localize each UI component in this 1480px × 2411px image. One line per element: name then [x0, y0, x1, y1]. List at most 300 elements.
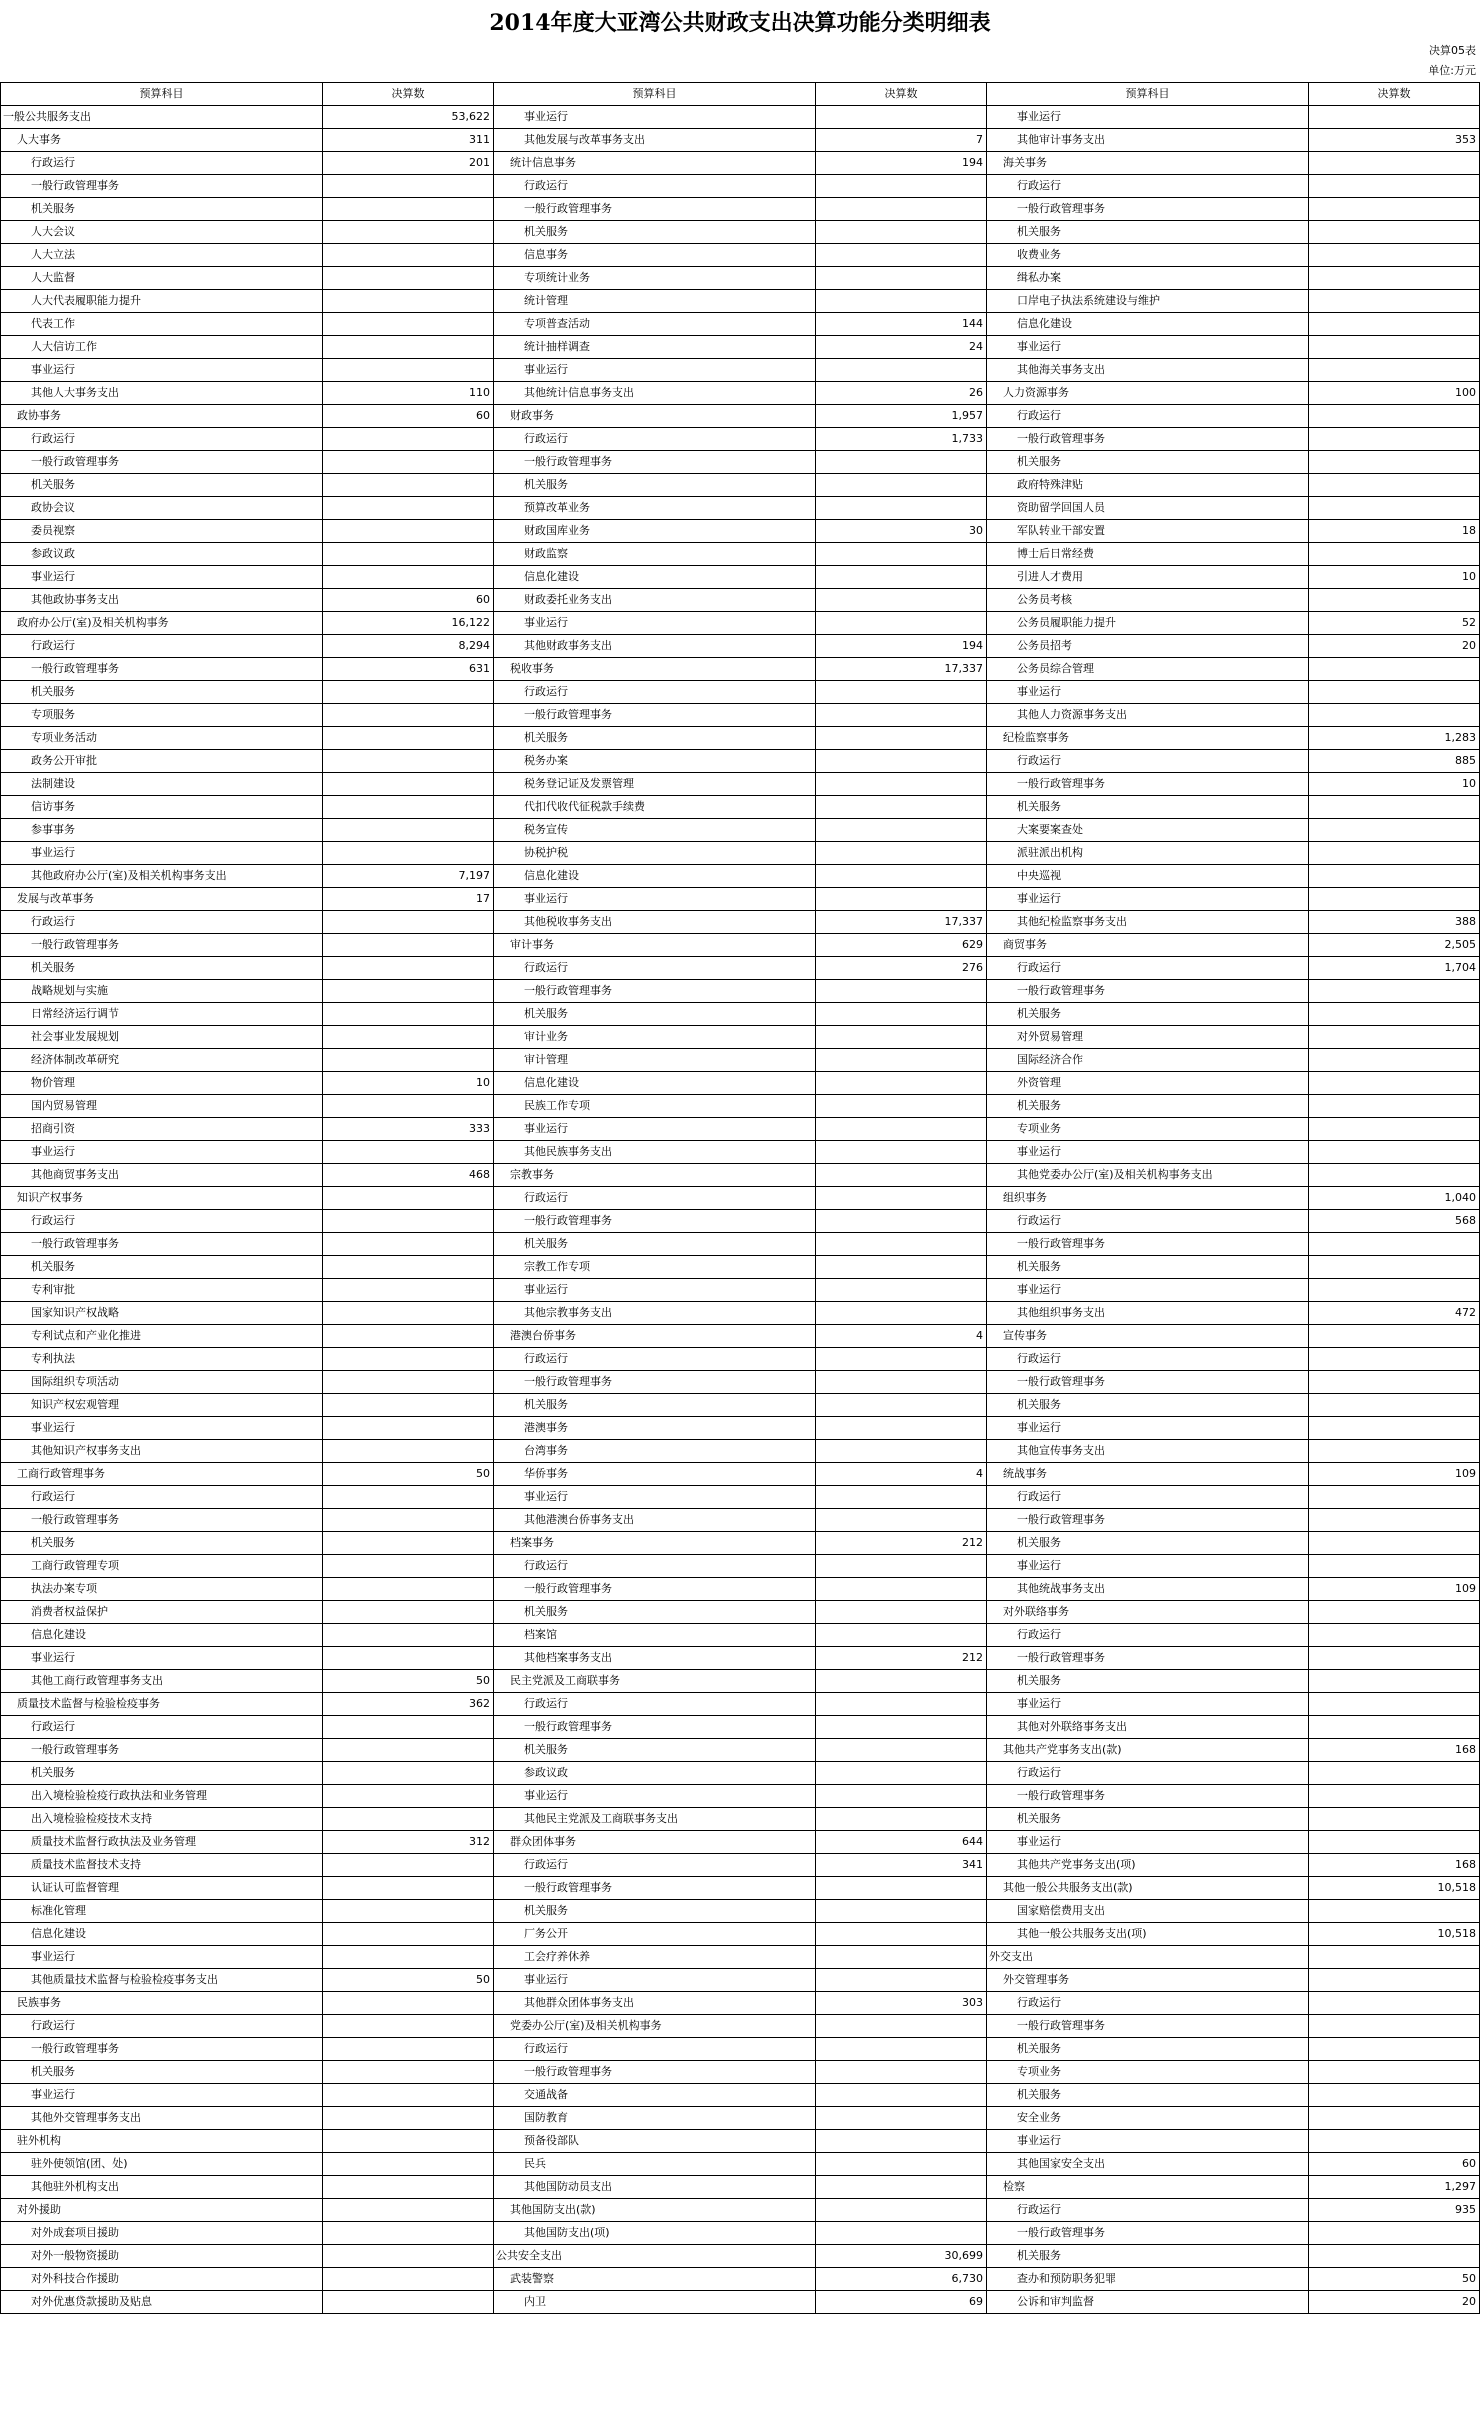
amount-cell: 194 [816, 152, 987, 175]
subject-cell: 厂务公开 [494, 1923, 816, 1946]
subject-cell: 其他民主党派及工商联事务支出 [494, 1808, 816, 1831]
amount-cell [816, 589, 987, 612]
amount-cell [1309, 152, 1480, 175]
subject-cell: 人大代表履职能力提升 [1, 290, 323, 313]
amount-cell [323, 244, 494, 267]
header-amount: 决算数 [1309, 83, 1480, 106]
subject-cell: 代表工作 [1, 313, 323, 336]
subject-cell: 行政运行 [1, 428, 323, 451]
amount-cell [323, 520, 494, 543]
subject-cell: 税务登记证及发票管理 [494, 773, 816, 796]
subject-cell: 国内贸易管理 [1, 1095, 323, 1118]
subject-cell: 人大立法 [1, 244, 323, 267]
amount-cell [816, 1785, 987, 1808]
subject-cell: 宗教工作专项 [494, 1256, 816, 1279]
subject-cell: 事业运行 [1, 1417, 323, 1440]
subject-cell: 其他港澳台侨事务支出 [494, 1509, 816, 1532]
amount-cell [323, 1509, 494, 1532]
amount-cell [323, 1716, 494, 1739]
amount-cell [816, 1739, 987, 1762]
subject-cell: 查办和预防职务犯罪 [987, 2268, 1309, 2291]
subject-cell: 机关服务 [1, 957, 323, 980]
amount-cell [816, 773, 987, 796]
amount-cell [323, 428, 494, 451]
subject-cell: 机关服务 [987, 1808, 1309, 1831]
amount-cell [1309, 497, 1480, 520]
subject-cell: 公诉和审判监督 [987, 2291, 1309, 2314]
amount-cell: 50 [323, 1670, 494, 1693]
amount-cell: 353 [1309, 129, 1480, 152]
amount-cell: 60 [323, 405, 494, 428]
subject-cell: 引进人才费用 [987, 566, 1309, 589]
subject-cell: 经济体制改革研究 [1, 1049, 323, 1072]
subject-cell: 信息化建设 [494, 566, 816, 589]
unit-label: 单位:万元 [1428, 64, 1476, 77]
subject-cell: 一般行政管理事务 [494, 980, 816, 1003]
amount-cell [816, 267, 987, 290]
amount-cell [1309, 658, 1480, 681]
amount-cell: 144 [816, 313, 987, 336]
amount-cell [816, 842, 987, 865]
amount-cell [323, 1417, 494, 1440]
amount-cell: 17,337 [816, 911, 987, 934]
table-row [1, 1831, 1480, 1854]
amount-cell [816, 175, 987, 198]
subject-cell: 机关服务 [494, 1003, 816, 1026]
subject-cell: 行政运行 [494, 681, 816, 704]
amount-cell [1309, 1141, 1480, 1164]
subject-cell: 机关服务 [494, 1233, 816, 1256]
amount-cell [323, 175, 494, 198]
subject-cell: 质量技术监督行政执法及业务管理 [1, 1831, 323, 1854]
table-row [1, 1233, 1480, 1256]
subject-cell: 一般行政管理事务 [494, 2061, 816, 2084]
amount-cell: 17 [323, 888, 494, 911]
subject-cell: 机关服务 [987, 2084, 1309, 2107]
subject-cell: 行政运行 [494, 1693, 816, 1716]
subject-cell: 专利执法 [1, 1348, 323, 1371]
amount-cell [816, 2199, 987, 2222]
amount-cell [1309, 1095, 1480, 1118]
amount-cell [323, 1141, 494, 1164]
page-title: 2014年度大亚湾公共财政支出决算功能分类明细表 [489, 10, 991, 36]
table-row [1, 1555, 1480, 1578]
subject-cell: 财政监察 [494, 543, 816, 566]
subject-cell: 其他对外联络事务支出 [987, 1716, 1309, 1739]
amount-cell [816, 1302, 987, 1325]
table-row [1, 2038, 1480, 2061]
subject-cell: 信息化建设 [1, 1923, 323, 1946]
subject-cell: 社会事业发展规划 [1, 1026, 323, 1049]
amount-cell: 1,040 [1309, 1187, 1480, 1210]
amount-cell [816, 1946, 987, 1969]
table-row [1, 934, 1480, 957]
subject-cell: 消费者权益保护 [1, 1601, 323, 1624]
subject-cell: 对外贸易管理 [987, 1026, 1309, 1049]
table-row [1, 428, 1480, 451]
subject-cell: 党委办公厅(室)及相关机构事务 [494, 2015, 816, 2038]
subject-cell: 审计事务 [494, 934, 816, 957]
subject-cell: 事业运行 [987, 681, 1309, 704]
subject-cell: 行政运行 [494, 1348, 816, 1371]
subject-cell: 其他发展与改革事务支出 [494, 129, 816, 152]
subject-cell: 其他共产党事务支出(款) [987, 1739, 1309, 1762]
subject-cell: 事业运行 [987, 1693, 1309, 1716]
subject-cell: 事业运行 [494, 1785, 816, 1808]
subject-cell: 人力资源事务 [987, 382, 1309, 405]
table-row [1, 2291, 1480, 2314]
subject-cell: 其他国防支出(款) [494, 2199, 816, 2222]
amount-cell [323, 1302, 494, 1325]
subject-cell: 事业运行 [494, 106, 816, 129]
amount-cell [323, 2107, 494, 2130]
subject-cell: 信息事务 [494, 244, 816, 267]
table-row [1, 359, 1480, 382]
subject-cell: 事业运行 [1, 359, 323, 382]
amount-cell [1309, 359, 1480, 382]
subject-cell: 法制建设 [1, 773, 323, 796]
amount-cell [816, 1440, 987, 1463]
amount-cell [323, 2268, 494, 2291]
amount-cell [323, 1532, 494, 1555]
amount-cell [816, 1233, 987, 1256]
amount-cell [816, 1210, 987, 1233]
amount-cell: 10 [323, 1072, 494, 1095]
subject-cell: 其他国防动员支出 [494, 2176, 816, 2199]
subject-cell: 其他财政事务支出 [494, 635, 816, 658]
amount-cell [323, 1279, 494, 1302]
subject-cell: 驻外使领馆(团、处) [1, 2153, 323, 2176]
table-row [1, 1808, 1480, 1831]
amount-cell: 468 [323, 1164, 494, 1187]
amount-cell [1309, 290, 1480, 313]
table-row [1, 313, 1480, 336]
table-row [1, 1279, 1480, 1302]
subject-cell: 专项服务 [1, 704, 323, 727]
subject-cell: 机关服务 [494, 1739, 816, 1762]
subject-cell: 专项业务活动 [1, 727, 323, 750]
table-row [1, 1463, 1480, 1486]
table-row [1, 1325, 1480, 1348]
amount-cell: 1,283 [1309, 727, 1480, 750]
subject-cell: 行政运行 [987, 1348, 1309, 1371]
amount-cell [816, 1279, 987, 1302]
amount-cell: 10,518 [1309, 1877, 1480, 1900]
amount-cell: 18 [1309, 520, 1480, 543]
header-amount: 决算数 [816, 83, 987, 106]
subject-cell: 对外一般物资援助 [1, 2245, 323, 2268]
subject-cell: 物价管理 [1, 1072, 323, 1095]
subject-cell: 参政议政 [494, 1762, 816, 1785]
subject-cell: 一般行政管理事务 [494, 704, 816, 727]
subject-cell: 宗教事务 [494, 1164, 816, 1187]
amount-cell [816, 1003, 987, 1026]
amount-cell [323, 1325, 494, 1348]
amount-cell [323, 2222, 494, 2245]
subject-cell: 一般行政管理事务 [1, 451, 323, 474]
subject-cell: 统计信息事务 [494, 152, 816, 175]
table-row [1, 336, 1480, 359]
amount-cell: 8,294 [323, 635, 494, 658]
amount-cell [1309, 244, 1480, 267]
amount-cell [1309, 1486, 1480, 1509]
amount-cell [1309, 589, 1480, 612]
subject-cell: 行政运行 [1, 2015, 323, 2038]
amount-cell [816, 566, 987, 589]
subject-cell: 工商行政管理专项 [1, 1555, 323, 1578]
amount-cell [816, 2084, 987, 2107]
subject-cell: 其他知识产权事务支出 [1, 1440, 323, 1463]
subject-cell: 税务办案 [494, 750, 816, 773]
amount-cell [816, 1348, 987, 1371]
subject-cell: 行政运行 [987, 1624, 1309, 1647]
amount-cell [323, 1624, 494, 1647]
amount-cell [1309, 1072, 1480, 1095]
amount-cell [1309, 1992, 1480, 2015]
amount-cell [1309, 796, 1480, 819]
amount-cell [816, 681, 987, 704]
subject-cell: 国际经济合作 [987, 1049, 1309, 1072]
amount-cell [323, 796, 494, 819]
table-row [1, 566, 1480, 589]
subject-cell: 驻外机构 [1, 2130, 323, 2153]
subject-cell: 外交支出 [987, 1946, 1309, 1969]
amount-cell [1309, 1279, 1480, 1302]
subject-cell: 财政事务 [494, 405, 816, 428]
amount-cell [1309, 1969, 1480, 1992]
amount-cell [323, 221, 494, 244]
amount-cell [816, 1486, 987, 1509]
amount-cell [1309, 1900, 1480, 1923]
subject-cell: 人大事务 [1, 129, 323, 152]
subject-cell: 行政运行 [987, 750, 1309, 773]
subject-cell: 国际组织专项活动 [1, 1371, 323, 1394]
subject-cell: 事业运行 [987, 1141, 1309, 1164]
subject-cell: 质量技术监督技术支持 [1, 1854, 323, 1877]
subject-cell: 一般行政管理事务 [1, 1509, 323, 1532]
subject-cell: 海关事务 [987, 152, 1309, 175]
amount-cell [816, 727, 987, 750]
table-row [1, 1946, 1480, 1969]
amount-cell [323, 313, 494, 336]
subject-cell: 机关服务 [494, 1601, 816, 1624]
amount-cell: 109 [1309, 1578, 1480, 1601]
amount-cell [816, 980, 987, 1003]
amount-cell [816, 1187, 987, 1210]
amount-cell [816, 244, 987, 267]
subject-cell: 机关服务 [1, 681, 323, 704]
subject-cell: 人大信访工作 [1, 336, 323, 359]
subject-cell: 知识产权事务 [1, 1187, 323, 1210]
subject-cell: 其他人力资源事务支出 [987, 704, 1309, 727]
amount-cell [816, 1371, 987, 1394]
table-row [1, 1647, 1480, 1670]
subject-cell: 其他国防支出(项) [494, 2222, 816, 2245]
table-row [1, 750, 1480, 773]
subject-cell: 民族工作专项 [494, 1095, 816, 1118]
header-subject: 预算科目 [987, 83, 1309, 106]
subject-cell: 其他政协事务支出 [1, 589, 323, 612]
header-subject: 预算科目 [1, 83, 323, 106]
subject-cell: 机关服务 [987, 796, 1309, 819]
amount-cell [1309, 543, 1480, 566]
table-row [1, 152, 1480, 175]
amount-cell [1309, 1371, 1480, 1394]
subject-cell: 统战事务 [987, 1463, 1309, 1486]
subject-cell: 事业运行 [494, 1486, 816, 1509]
subject-cell: 行政运行 [494, 428, 816, 451]
amount-cell [1309, 267, 1480, 290]
amount-cell: 52 [1309, 612, 1480, 635]
subject-cell: 其他一般公共服务支出(项) [987, 1923, 1309, 1946]
subject-cell: 事业运行 [987, 2130, 1309, 2153]
amount-cell [816, 1923, 987, 1946]
subject-cell: 其他质量技术监督与检验检疫事务支出 [1, 1969, 323, 1992]
amount-cell [816, 1716, 987, 1739]
amount-cell [816, 1969, 987, 1992]
amount-cell: 388 [1309, 911, 1480, 934]
subject-cell: 其他税收事务支出 [494, 911, 816, 934]
subject-cell: 机关服务 [1, 1256, 323, 1279]
subject-cell: 政务公开审批 [1, 750, 323, 773]
amount-cell [323, 727, 494, 750]
subject-cell: 对外成套项目援助 [1, 2222, 323, 2245]
subject-cell: 大案要案查处 [987, 819, 1309, 842]
subject-cell: 档案事务 [494, 1532, 816, 1555]
amount-cell [1309, 1555, 1480, 1578]
table-row [1, 1854, 1480, 1877]
subject-cell: 纪检监察事务 [987, 727, 1309, 750]
amount-cell [1309, 1049, 1480, 1072]
amount-cell [323, 2015, 494, 2038]
amount-cell: 472 [1309, 1302, 1480, 1325]
amount-cell: 1,957 [816, 405, 987, 428]
subject-cell: 缉私办案 [987, 267, 1309, 290]
subject-cell: 公务员考核 [987, 589, 1309, 612]
amount-cell [816, 221, 987, 244]
subject-cell: 其他一般公共服务支出(款) [987, 1877, 1309, 1900]
amount-cell [816, 1141, 987, 1164]
table-row [1, 865, 1480, 888]
subject-cell: 日常经济运行调节 [1, 1003, 323, 1026]
amount-cell [816, 1256, 987, 1279]
subject-cell: 博士后日常经费 [987, 543, 1309, 566]
amount-cell [1309, 1716, 1480, 1739]
table-row [1, 957, 1480, 980]
table-row [1, 1141, 1480, 1164]
amount-cell [323, 681, 494, 704]
amount-cell [323, 566, 494, 589]
subject-cell: 工商行政管理事务 [1, 1463, 323, 1486]
amount-cell [816, 1693, 987, 1716]
amount-cell: 2,505 [1309, 934, 1480, 957]
subject-cell: 税收事务 [494, 658, 816, 681]
amount-cell [1309, 106, 1480, 129]
subject-cell: 一般行政管理事务 [987, 1647, 1309, 1670]
table-row [1, 2107, 1480, 2130]
amount-cell [816, 750, 987, 773]
amount-cell [816, 796, 987, 819]
amount-cell [1309, 2084, 1480, 2107]
subject-cell: 机关服务 [1, 1762, 323, 1785]
subject-cell: 外交管理事务 [987, 1969, 1309, 1992]
amount-cell [816, 704, 987, 727]
amount-cell [323, 1026, 494, 1049]
subject-cell: 群众团体事务 [494, 1831, 816, 1854]
table-row [1, 497, 1480, 520]
amount-cell: 212 [816, 1532, 987, 1555]
amount-cell [323, 2038, 494, 2061]
subject-cell: 机关服务 [494, 474, 816, 497]
subject-cell: 其他政府办公厅(室)及相关机构事务支出 [1, 865, 323, 888]
amount-cell: 1,704 [1309, 957, 1480, 980]
amount-cell: 53,622 [323, 106, 494, 129]
subject-cell: 税务宣传 [494, 819, 816, 842]
table-row [1, 727, 1480, 750]
amount-cell [816, 1095, 987, 1118]
amount-cell [816, 612, 987, 635]
amount-cell [323, 1210, 494, 1233]
subject-cell: 公共安全支出 [494, 2245, 816, 2268]
amount-cell [1309, 1164, 1480, 1187]
amount-cell [816, 2130, 987, 2153]
subject-cell: 专项普查活动 [494, 313, 816, 336]
amount-cell [816, 1049, 987, 1072]
amount-cell [1309, 2107, 1480, 2130]
subject-cell: 一般行政管理事务 [987, 980, 1309, 1003]
table-row [1, 612, 1480, 635]
subject-cell: 其他统计信息事务支出 [494, 382, 816, 405]
amount-cell [323, 2199, 494, 2222]
subject-cell: 公务员招考 [987, 635, 1309, 658]
subject-cell: 一般行政管理事务 [987, 1371, 1309, 1394]
subject-cell: 预备役部队 [494, 2130, 816, 2153]
subject-cell: 政协事务 [1, 405, 323, 428]
subject-cell: 港澳台侨事务 [494, 1325, 816, 1348]
subject-cell: 其他外交管理事务支出 [1, 2107, 323, 2130]
subject-cell: 其他工商行政管理事务支出 [1, 1670, 323, 1693]
subject-cell: 统计抽样调查 [494, 336, 816, 359]
subject-cell: 民主党派及工商联事务 [494, 1670, 816, 1693]
amount-cell [323, 1187, 494, 1210]
subject-cell: 机关服务 [987, 221, 1309, 244]
amount-cell [323, 1578, 494, 1601]
subject-cell: 一般行政管理事务 [494, 1578, 816, 1601]
subject-cell: 其他审计事务支出 [987, 129, 1309, 152]
subject-cell: 委员视察 [1, 520, 323, 543]
amount-cell [1309, 1624, 1480, 1647]
amount-cell: 885 [1309, 750, 1480, 773]
amount-cell [323, 750, 494, 773]
subject-cell: 事业运行 [987, 1417, 1309, 1440]
subject-cell: 行政运行 [987, 957, 1309, 980]
amount-cell [816, 1417, 987, 1440]
amount-cell: 60 [323, 589, 494, 612]
table-row [1, 221, 1480, 244]
table-row [1, 1256, 1480, 1279]
table-row [1, 1164, 1480, 1187]
amount-cell [323, 290, 494, 313]
subject-cell: 行政运行 [1, 1716, 323, 1739]
table-row [1, 1348, 1480, 1371]
subject-cell: 标准化管理 [1, 1900, 323, 1923]
amount-cell [816, 1900, 987, 1923]
amount-cell [1309, 175, 1480, 198]
amount-cell [1309, 474, 1480, 497]
subject-cell: 外资管理 [987, 1072, 1309, 1095]
subject-cell: 审计业务 [494, 1026, 816, 1049]
amount-cell [816, 819, 987, 842]
